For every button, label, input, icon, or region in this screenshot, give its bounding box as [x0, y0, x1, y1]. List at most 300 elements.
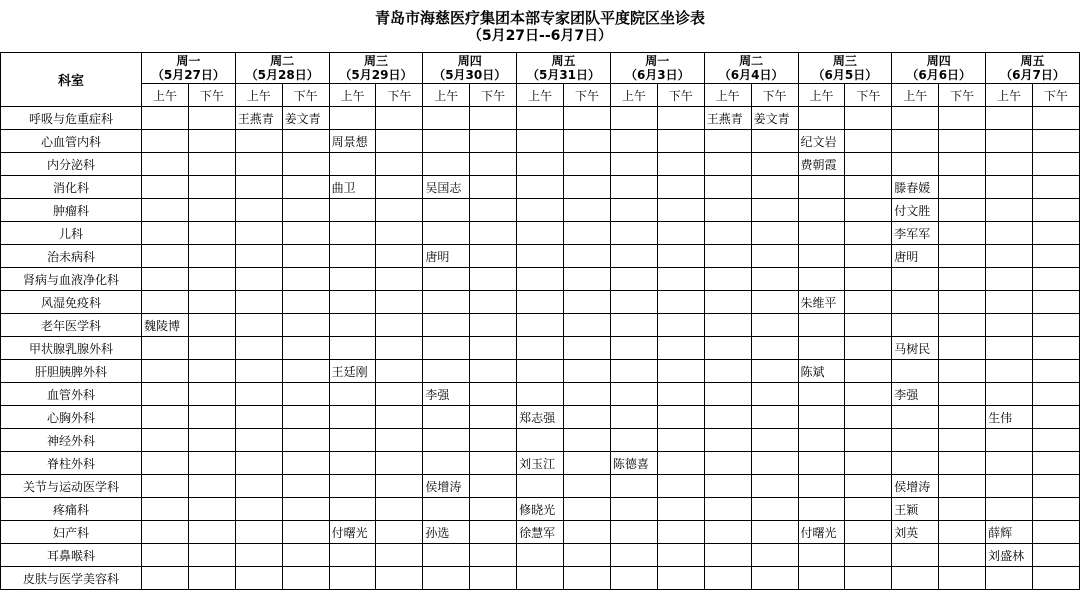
schedule-cell: [142, 130, 189, 153]
schedule-cell: [142, 406, 189, 429]
schedule-cell: [564, 176, 611, 199]
schedule-cell: [845, 245, 892, 268]
schedule-cell: 侯增涛: [423, 475, 470, 498]
schedule-cell: [282, 544, 329, 567]
schedule-cell: [986, 429, 1033, 452]
schedule-body: [1, 107, 1080, 590]
schedule-cell: [235, 176, 282, 199]
schedule-cell: [188, 383, 235, 406]
schedule-cell: [939, 291, 986, 314]
schedule-cell: [282, 268, 329, 291]
schedule-cell: [892, 314, 939, 337]
schedule-cell: [610, 199, 657, 222]
dept-name: 神经外科: [1, 429, 142, 452]
schedule-cell: [282, 360, 329, 383]
schedule-cell: [610, 544, 657, 567]
day-weekday: 周一: [645, 54, 670, 68]
schedule-cell: [517, 199, 564, 222]
schedule-cell: 姜文青: [751, 107, 798, 130]
schedule-cell: [657, 544, 704, 567]
schedule-cell: [376, 475, 423, 498]
dept-name: 消化科: [1, 176, 142, 199]
schedule-cell: [470, 268, 517, 291]
schedule-cell: [470, 337, 517, 360]
dept-name: 肿瘤科: [1, 199, 142, 222]
schedule-cell: [986, 337, 1033, 360]
schedule-cell: [939, 153, 986, 176]
schedule-cell: [564, 245, 611, 268]
schedule-cell: [845, 222, 892, 245]
schedule-cell: [798, 222, 845, 245]
schedule-cell: [142, 222, 189, 245]
schedule-cell: [142, 291, 189, 314]
schedule-cell: [282, 452, 329, 475]
schedule-cell: [329, 475, 376, 498]
schedule-cell: [423, 130, 470, 153]
schedule-cell: [892, 153, 939, 176]
schedule-cell: [751, 245, 798, 268]
schedule-cell: [235, 222, 282, 245]
schedule-cell: [329, 222, 376, 245]
schedule-cell: 刘玉江: [517, 452, 564, 475]
schedule-cell: [845, 268, 892, 291]
schedule-cell: [657, 176, 704, 199]
schedule-cell: [1032, 107, 1079, 130]
schedule-cell: [188, 360, 235, 383]
schedule-cell: [657, 245, 704, 268]
schedule-cell: [939, 360, 986, 383]
schedule-cell: [986, 567, 1033, 590]
schedule-cell: [329, 383, 376, 406]
page-subtitle: （5月27日--6月7日）: [467, 28, 613, 44]
schedule-cell: [235, 337, 282, 360]
schedule-cell: [235, 406, 282, 429]
schedule-cell: [470, 429, 517, 452]
schedule-cell: [845, 406, 892, 429]
schedule-cell: [188, 337, 235, 360]
schedule-cell: [704, 498, 751, 521]
schedule-cell: [704, 360, 751, 383]
schedule-cell: [657, 130, 704, 153]
schedule-cell: [282, 222, 329, 245]
schedule-cell: [517, 337, 564, 360]
schedule-cell: [564, 199, 611, 222]
schedule-cell: [892, 291, 939, 314]
schedule-cell: [751, 360, 798, 383]
schedule-cell: [610, 107, 657, 130]
schedule-cell: [939, 268, 986, 291]
schedule-cell: [939, 222, 986, 245]
schedule-cell: [423, 429, 470, 452]
schedule-cell: [188, 153, 235, 176]
table-row: [1, 383, 1080, 406]
schedule-cell: [751, 337, 798, 360]
schedule-cell: [235, 475, 282, 498]
schedule-cell: 吴国志: [423, 176, 470, 199]
table-row: [1, 291, 1080, 314]
schedule-cell: [704, 130, 751, 153]
schedule-cell: [423, 314, 470, 337]
schedule-cell: 唐明: [892, 245, 939, 268]
schedule-cell: [470, 245, 517, 268]
schedule-cell: [423, 107, 470, 130]
schedule-cell: [235, 130, 282, 153]
schedule-cell: [282, 176, 329, 199]
schedule-cell: 王颖: [892, 498, 939, 521]
table-row: [1, 130, 1080, 153]
schedule-cell: [376, 222, 423, 245]
schedule-cell: [751, 153, 798, 176]
day-header: [142, 53, 236, 84]
day-header: [423, 53, 517, 84]
day-header: [610, 53, 704, 84]
schedule-cell: [610, 498, 657, 521]
schedule-cell: [751, 383, 798, 406]
schedule-cell: [1032, 521, 1079, 544]
schedule-cell: [376, 360, 423, 383]
schedule-cell: [423, 337, 470, 360]
schedule-cell: [188, 130, 235, 153]
schedule-cell: [892, 429, 939, 452]
schedule-cell: [892, 360, 939, 383]
day-weekday: 周五: [1020, 54, 1045, 68]
table-row: [1, 567, 1080, 590]
page-title: 青岛市海慈医疗集团本部专家团队平度院区坐诊表: [374, 9, 705, 27]
schedule-cell: [470, 176, 517, 199]
schedule-cell: [282, 383, 329, 406]
schedule-cell: [798, 475, 845, 498]
schedule-cell: [329, 544, 376, 567]
schedule-cell: [564, 567, 611, 590]
day-header-row: [1, 53, 1080, 84]
schedule-cell: [517, 360, 564, 383]
schedule-cell: [939, 429, 986, 452]
schedule-cell: [751, 314, 798, 337]
schedule-cell: [470, 475, 517, 498]
schedule-cell: [282, 130, 329, 153]
schedule-cell: [657, 314, 704, 337]
schedule-cell: [1032, 245, 1079, 268]
schedule-cell: [376, 176, 423, 199]
schedule-cell: [142, 383, 189, 406]
schedule-cell: [329, 268, 376, 291]
schedule-cell: [188, 199, 235, 222]
am-header: 上午: [423, 84, 470, 107]
schedule-cell: [610, 383, 657, 406]
schedule-cell: 郑志强: [517, 406, 564, 429]
schedule-cell: [1032, 498, 1079, 521]
table-row: [1, 337, 1080, 360]
schedule-cell: [751, 475, 798, 498]
schedule-cell: [423, 291, 470, 314]
schedule-cell: [517, 130, 564, 153]
schedule-cell: [751, 429, 798, 452]
schedule-cell: [845, 567, 892, 590]
schedule-cell: 周景想: [329, 130, 376, 153]
schedule-cell: [423, 498, 470, 521]
schedule-cell: [188, 406, 235, 429]
schedule-cell: [892, 130, 939, 153]
table-row: [1, 360, 1080, 383]
schedule-cell: [142, 475, 189, 498]
schedule-cell: 唐明: [423, 245, 470, 268]
table-row: [1, 429, 1080, 452]
pm-header: 下午: [376, 84, 423, 107]
schedule-cell: [329, 567, 376, 590]
day-weekday: 周一: [176, 54, 201, 68]
schedule-cell: [235, 245, 282, 268]
schedule-cell: [188, 452, 235, 475]
schedule-cell: [470, 383, 517, 406]
schedule-cell: [188, 567, 235, 590]
schedule-cell: [470, 291, 517, 314]
schedule-cell: [470, 360, 517, 383]
dept-header: 科室: [1, 53, 142, 107]
schedule-cell: [282, 291, 329, 314]
schedule-cell: [1032, 475, 1079, 498]
dept-name: 妇产科: [1, 521, 142, 544]
schedule-cell: [470, 107, 517, 130]
schedule-cell: [564, 429, 611, 452]
schedule-cell: [564, 383, 611, 406]
schedule-cell: [845, 498, 892, 521]
schedule-cell: [470, 130, 517, 153]
schedule-cell: [657, 406, 704, 429]
schedule-cell: [704, 153, 751, 176]
schedule-cell: [188, 544, 235, 567]
dept-name: 脊柱外科: [1, 452, 142, 475]
schedule-cell: [282, 429, 329, 452]
schedule-cell: 生伟: [986, 406, 1033, 429]
schedule-cell: [564, 222, 611, 245]
schedule-cell: [329, 107, 376, 130]
schedule-cell: [188, 107, 235, 130]
schedule-cell: [235, 567, 282, 590]
am-header: 上午: [142, 84, 189, 107]
schedule-cell: [704, 176, 751, 199]
schedule-cell: [845, 314, 892, 337]
schedule-cell: [564, 544, 611, 567]
day-weekday: 周三: [363, 54, 388, 68]
schedule-cell: [564, 406, 611, 429]
schedule-cell: [986, 107, 1033, 130]
schedule-cell: [1032, 429, 1079, 452]
pm-header: 下午: [282, 84, 329, 107]
dept-name: 疼痛科: [1, 498, 142, 521]
schedule-cell: 李强: [423, 383, 470, 406]
dept-name: 血管外科: [1, 383, 142, 406]
half-header-row: [1, 84, 1080, 107]
day-date: （6月4日）: [718, 68, 784, 82]
header: [0, 0, 1080, 52]
schedule-cell: [329, 199, 376, 222]
schedule-cell: [1032, 176, 1079, 199]
schedule-cell: [986, 314, 1033, 337]
schedule-cell: [282, 406, 329, 429]
table-row: [1, 199, 1080, 222]
day-date: （5月30日）: [433, 68, 507, 82]
schedule-cell: [657, 567, 704, 590]
table-row: [1, 153, 1080, 176]
schedule-cell: [751, 567, 798, 590]
schedule-cell: [986, 475, 1033, 498]
day-header: [517, 53, 611, 84]
schedule-cell: [376, 153, 423, 176]
schedule-cell: [235, 498, 282, 521]
schedule-cell: [1032, 544, 1079, 567]
day-date: （6月5日）: [812, 68, 878, 82]
schedule-cell: [657, 521, 704, 544]
schedule-cell: [517, 268, 564, 291]
am-header: 上午: [329, 84, 376, 107]
schedule-cell: [423, 544, 470, 567]
schedule-cell: [939, 176, 986, 199]
schedule-cell: [142, 429, 189, 452]
schedule-cell: [517, 291, 564, 314]
schedule-cell: 王燕青: [235, 107, 282, 130]
schedule-cell: [798, 383, 845, 406]
day-date: （5月28日）: [245, 68, 319, 82]
table-row: [1, 245, 1080, 268]
schedule-cell: [1032, 567, 1079, 590]
schedule-cell: [798, 176, 845, 199]
schedule-cell: [657, 360, 704, 383]
schedule-cell: [1032, 314, 1079, 337]
schedule-cell: [986, 498, 1033, 521]
schedule-cell: [517, 314, 564, 337]
schedule-cell: [704, 222, 751, 245]
schedule-cell: [610, 314, 657, 337]
schedule-cell: [188, 245, 235, 268]
schedule-cell: [423, 567, 470, 590]
schedule-cell: 费朝霞: [798, 153, 845, 176]
schedule-cell: [798, 452, 845, 475]
schedule-cell: [657, 222, 704, 245]
schedule-cell: [939, 337, 986, 360]
schedule-cell: [892, 406, 939, 429]
schedule-cell: [986, 153, 1033, 176]
schedule-cell: [610, 406, 657, 429]
schedule-cell: [845, 176, 892, 199]
pm-header: 下午: [188, 84, 235, 107]
schedule-cell: [423, 199, 470, 222]
schedule-cell: 姜文青: [282, 107, 329, 130]
schedule-cell: [142, 107, 189, 130]
schedule-cell: 王燕青: [704, 107, 751, 130]
schedule-cell: [939, 406, 986, 429]
dept-name: 皮肤与医学美容科: [1, 567, 142, 590]
schedule-cell: [470, 498, 517, 521]
schedule-cell: [798, 337, 845, 360]
schedule-cell: [939, 475, 986, 498]
schedule-cell: [704, 452, 751, 475]
schedule-cell: [751, 199, 798, 222]
schedule-cell: [939, 130, 986, 153]
schedule-cell: [610, 291, 657, 314]
table-row: [1, 498, 1080, 521]
schedule-cell: [142, 360, 189, 383]
schedule-cell: [329, 337, 376, 360]
schedule-cell: [282, 498, 329, 521]
schedule-cell: [704, 429, 751, 452]
schedule-cell: [845, 521, 892, 544]
am-header: 上午: [986, 84, 1033, 107]
schedule-cell: [235, 360, 282, 383]
schedule-cell: [376, 314, 423, 337]
schedule-cell: [142, 452, 189, 475]
schedule-cell: 薛辉: [986, 521, 1033, 544]
schedule-cell: [564, 521, 611, 544]
schedule-cell: [704, 406, 751, 429]
pm-header: 下午: [657, 84, 704, 107]
pm-header: 下午: [470, 84, 517, 107]
schedule-cell: [798, 567, 845, 590]
schedule-cell: [517, 544, 564, 567]
schedule-cell: [470, 153, 517, 176]
schedule-cell: [610, 475, 657, 498]
schedule-cell: [282, 475, 329, 498]
schedule-cell: [564, 153, 611, 176]
schedule-cell: [657, 291, 704, 314]
schedule-cell: [376, 291, 423, 314]
am-header: 上午: [610, 84, 657, 107]
schedule-cell: [845, 429, 892, 452]
schedule-cell: [564, 498, 611, 521]
schedule-cell: [892, 452, 939, 475]
schedule-cell: [610, 130, 657, 153]
schedule-cell: [142, 337, 189, 360]
day-header: [798, 53, 892, 84]
schedule-cell: [1032, 360, 1079, 383]
schedule-cell: [376, 429, 423, 452]
schedule-cell: [657, 498, 704, 521]
schedule-cell: [892, 107, 939, 130]
table-row: [1, 544, 1080, 567]
schedule-cell: [423, 452, 470, 475]
schedule-cell: [798, 406, 845, 429]
schedule-cell: [517, 176, 564, 199]
schedule-cell: [329, 498, 376, 521]
schedule-cell: [423, 268, 470, 291]
schedule-cell: [939, 314, 986, 337]
day-header: [892, 53, 986, 84]
schedule-cell: [423, 360, 470, 383]
schedule-cell: [939, 452, 986, 475]
schedule-cell: [188, 498, 235, 521]
schedule-cell: [939, 199, 986, 222]
schedule-cell: [657, 337, 704, 360]
table-row: [1, 452, 1080, 475]
schedule-cell: 李强: [892, 383, 939, 406]
schedule-cell: [329, 153, 376, 176]
schedule-cell: [282, 153, 329, 176]
schedule-cell: [704, 544, 751, 567]
schedule-cell: 滕春媛: [892, 176, 939, 199]
schedule-cell: [986, 452, 1033, 475]
schedule-cell: [986, 268, 1033, 291]
day-date: （6月6日）: [906, 68, 972, 82]
schedule-cell: [282, 199, 329, 222]
schedule-cell: [1032, 291, 1079, 314]
schedule-cell: [235, 199, 282, 222]
schedule-cell: 付曙光: [329, 521, 376, 544]
schedule-cell: [845, 475, 892, 498]
schedule-cell: [1032, 383, 1079, 406]
schedule-cell: [657, 107, 704, 130]
schedule-cell: [1032, 222, 1079, 245]
schedule-cell: [376, 383, 423, 406]
schedule-cell: [610, 176, 657, 199]
